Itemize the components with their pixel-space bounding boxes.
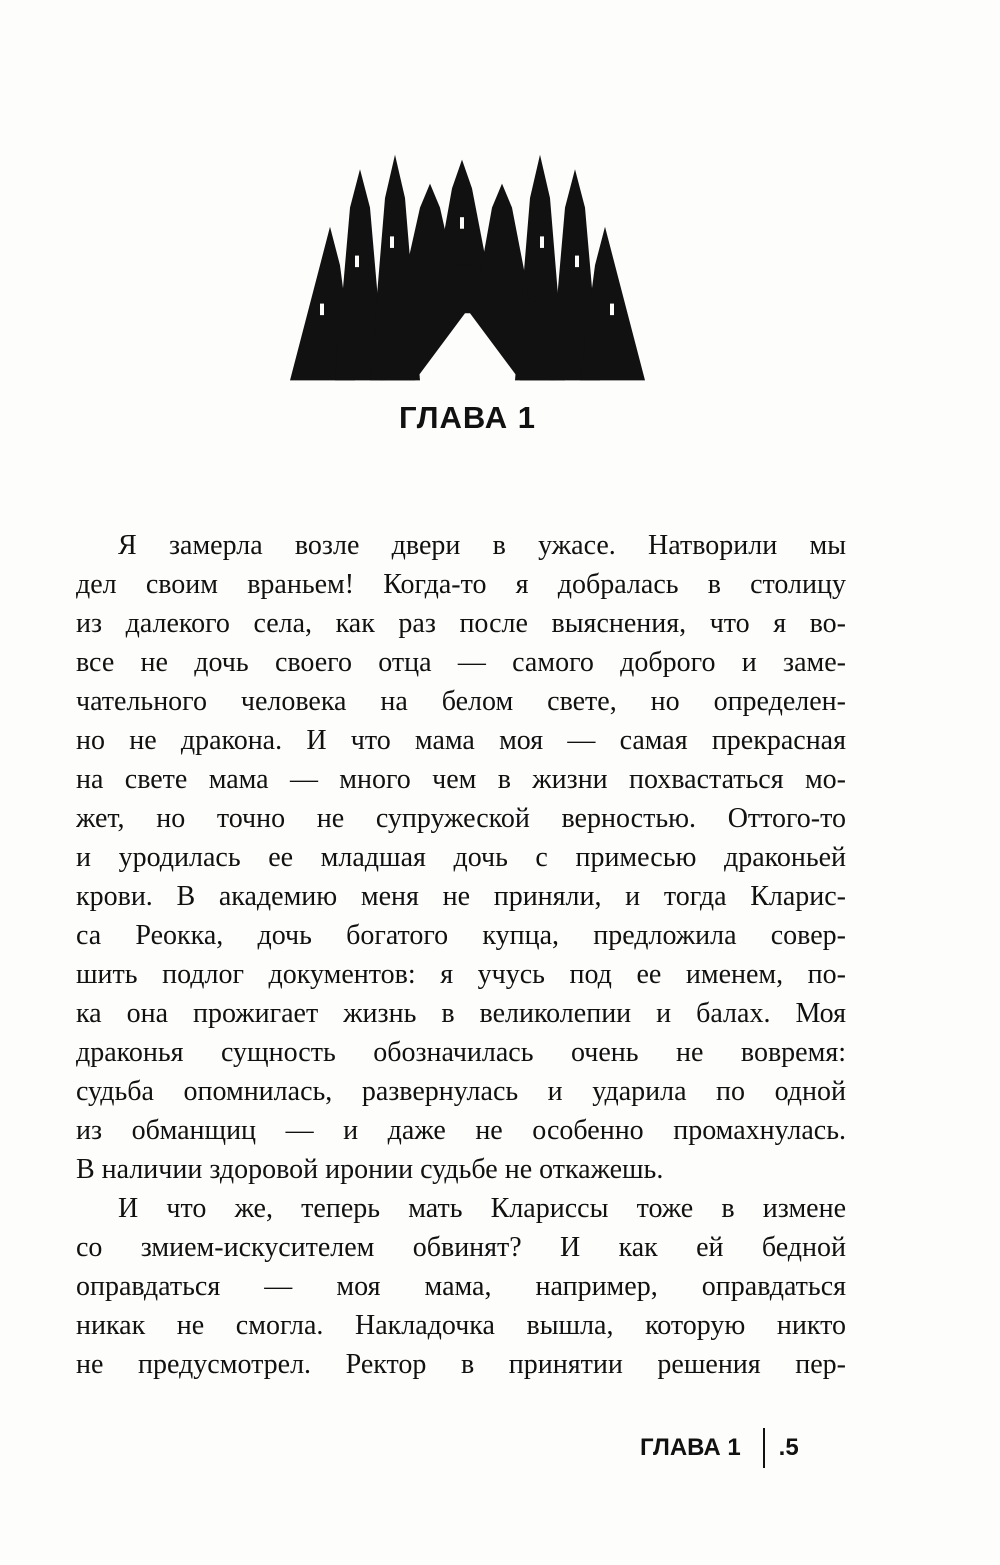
text-line: на свете мама — много чем в жизни похвастаться мо- [76, 764, 846, 795]
text-line: жет, но точно не супружеской верностью. Оттого-то [76, 803, 846, 834]
text-line: со змием-искусителем обвинят? И как ей бедной [76, 1232, 846, 1263]
text-line: И что же, теперь мать Клариссы тоже в измене [118, 1193, 846, 1224]
text-line: дел своим враньем! Когда-то я добралась в столицу [76, 569, 846, 600]
text-line: Я замерла возле двери в ужасе. Натворили мы [118, 530, 846, 561]
text-line: В наличии здоровой иронии судьбе не откажешь. [76, 1154, 664, 1185]
text-line: судьба опомнилась, развернулась и ударила по одной [76, 1076, 846, 1107]
text-line: шить подлог документов: я учусь под ее именем, по- [76, 959, 846, 990]
text-line: крови. В академию меня не приняли, и тогда Кларис- [76, 881, 846, 912]
text-line: оправдаться — моя мама, например, оправдаться [76, 1271, 846, 1302]
text-line: из обманщиц — и даже не особенно промахнулась. [76, 1115, 846, 1146]
text-line: драконья сущность обозначилась очень не вовремя: [76, 1037, 846, 1068]
text-line: все не дочь своего отца — самого доброго и заме- [76, 647, 846, 678]
text-line: не предусмотрел. Ректор в принятии решения пер- [76, 1349, 846, 1380]
text-line: но не дракона. И что мама моя — самая прекрасная [76, 725, 846, 756]
text-line: са Реокка, дочь богатого купца, предложила совер- [76, 920, 846, 951]
footer-divider [763, 1428, 765, 1468]
page-footer [640, 1428, 799, 1468]
running-head: ГЛАВА 1 [640, 1434, 741, 1461]
body-text [76, 526, 846, 1384]
chapter-heading: ГЛАВА 1 [398, 400, 537, 435]
page-number: .5 [778, 1434, 799, 1461]
text-line: ка она прожигает жизнь в великолепии и балах. Моя [76, 998, 846, 1029]
text-line: из далекого села, как раз после выяснения, что я во- [76, 608, 846, 639]
text-line: никак не смогла. Накладочка вышла, которую никто [76, 1310, 846, 1341]
text-line: чательного человека на белом свете, но определен- [76, 686, 846, 717]
text-line: и уродилась ее младшая дочь с примесью драконьей [76, 842, 846, 873]
castle-illustration [280, 150, 655, 390]
